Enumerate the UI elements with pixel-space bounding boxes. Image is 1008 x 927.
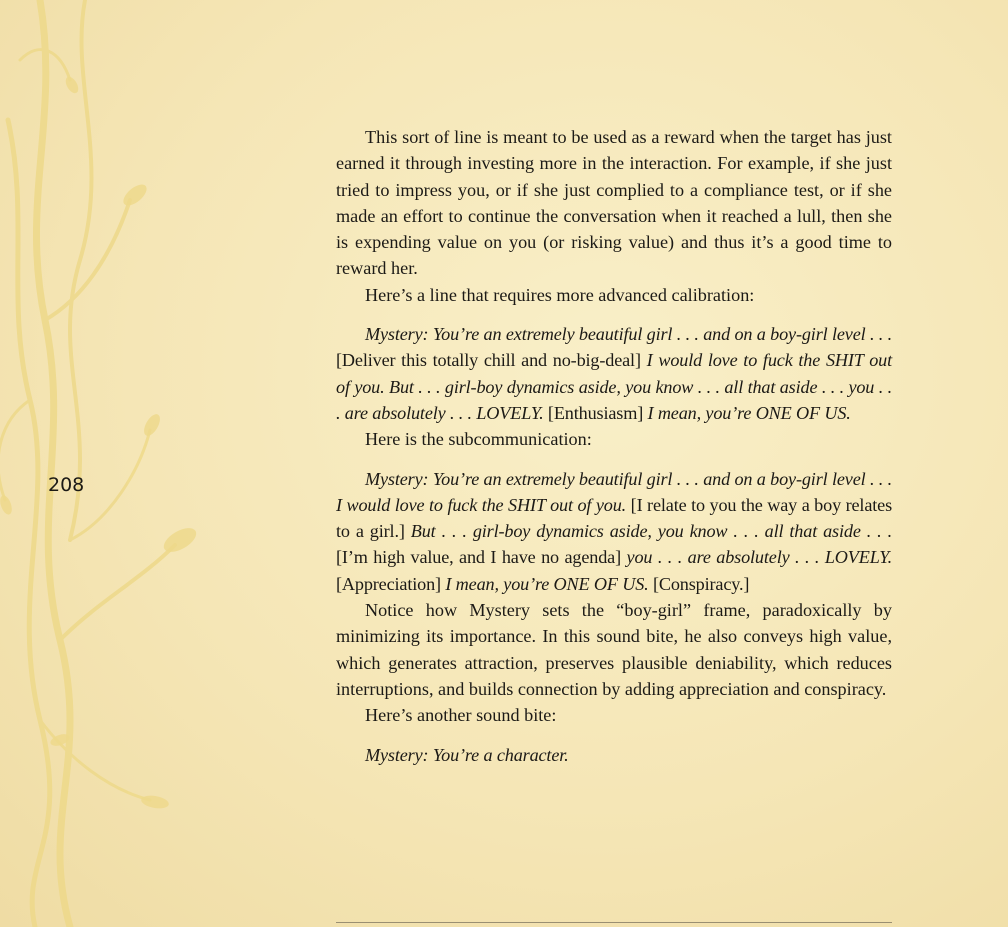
- quote-direction: [Conspiracy.]: [652, 573, 750, 594]
- paragraph-subcommunication-intro: Here is the subcommunication:: [365, 429, 592, 450]
- quote-direction: [Deliver this totally chill and no-big-deal]: [336, 350, 641, 371]
- quote-advanced-calibration: [336, 321, 892, 426]
- paragraph-another-intro: Here’s another sound bite:: [365, 705, 557, 726]
- quote-direction: [Enthusiasm]: [547, 402, 644, 423]
- main-text: [336, 124, 892, 768]
- vine-decoration: [0, 0, 210, 927]
- paragraph-reward: This sort of line is meant to be used as a reward when the target has just earned it through investing more in the interaction. For example, if she just tried to impress you, or if she just complied to a compliance test, or if she made an effort to continue the conversation when it reached a lull, then she is expending value on you (or risking value) and thus it’s a good time to reward her.: [336, 127, 892, 279]
- quote-direction: [Appreciation]: [336, 573, 441, 594]
- quote-character: [336, 742, 892, 768]
- footer-rule: [336, 922, 892, 923]
- quote-speech: Mystery: You’re an extremely beautiful girl . . . and on a boy-girl level . . . I would love to fuck the SHIT out of you.: [336, 468, 892, 515]
- quote-speech: Mystery: You’re an extremely beautiful girl . . . and on a boy-girl level . . .: [365, 324, 892, 345]
- paragraph-calibration-intro: Here’s a line that requires more advanced calibration:: [365, 284, 755, 305]
- quote-direction: [I’m high value, and I have no agenda]: [336, 547, 621, 568]
- quote-speech: I mean, you’re ONE OF US.: [445, 573, 649, 594]
- quote-direction: [I relate to you the way a boy relates to a girl.]: [336, 494, 892, 542]
- quote-speech: you . . . are absolutely . . . LOVELY.: [626, 547, 892, 568]
- paragraph-analysis: Notice how Mystery sets the “boy-girl” frame, paradoxically by minimizing its importance. In this sound bite, he also conveys high value, which generates attraction, preserves plausible deniability, which reduces interruptions, and builds connection by adding appreciation and conspiracy.: [336, 600, 892, 699]
- quote-speech: I would love to fuck the SHIT out of you. But . . . girl-boy dynamics aside, you know . . . all that aside . . . you . . . are absolutely . . . LOVELY.: [336, 350, 892, 423]
- page-number: 208: [48, 474, 85, 496]
- quote-speech: I mean, you’re ONE OF US.: [647, 402, 851, 423]
- quote-speech: But . . . girl-boy dynamics aside, you know . . . all that aside . . .: [410, 521, 892, 542]
- quote-subcommunication: [336, 466, 892, 597]
- quote-speech: Mystery: You’re a character.: [365, 744, 569, 765]
